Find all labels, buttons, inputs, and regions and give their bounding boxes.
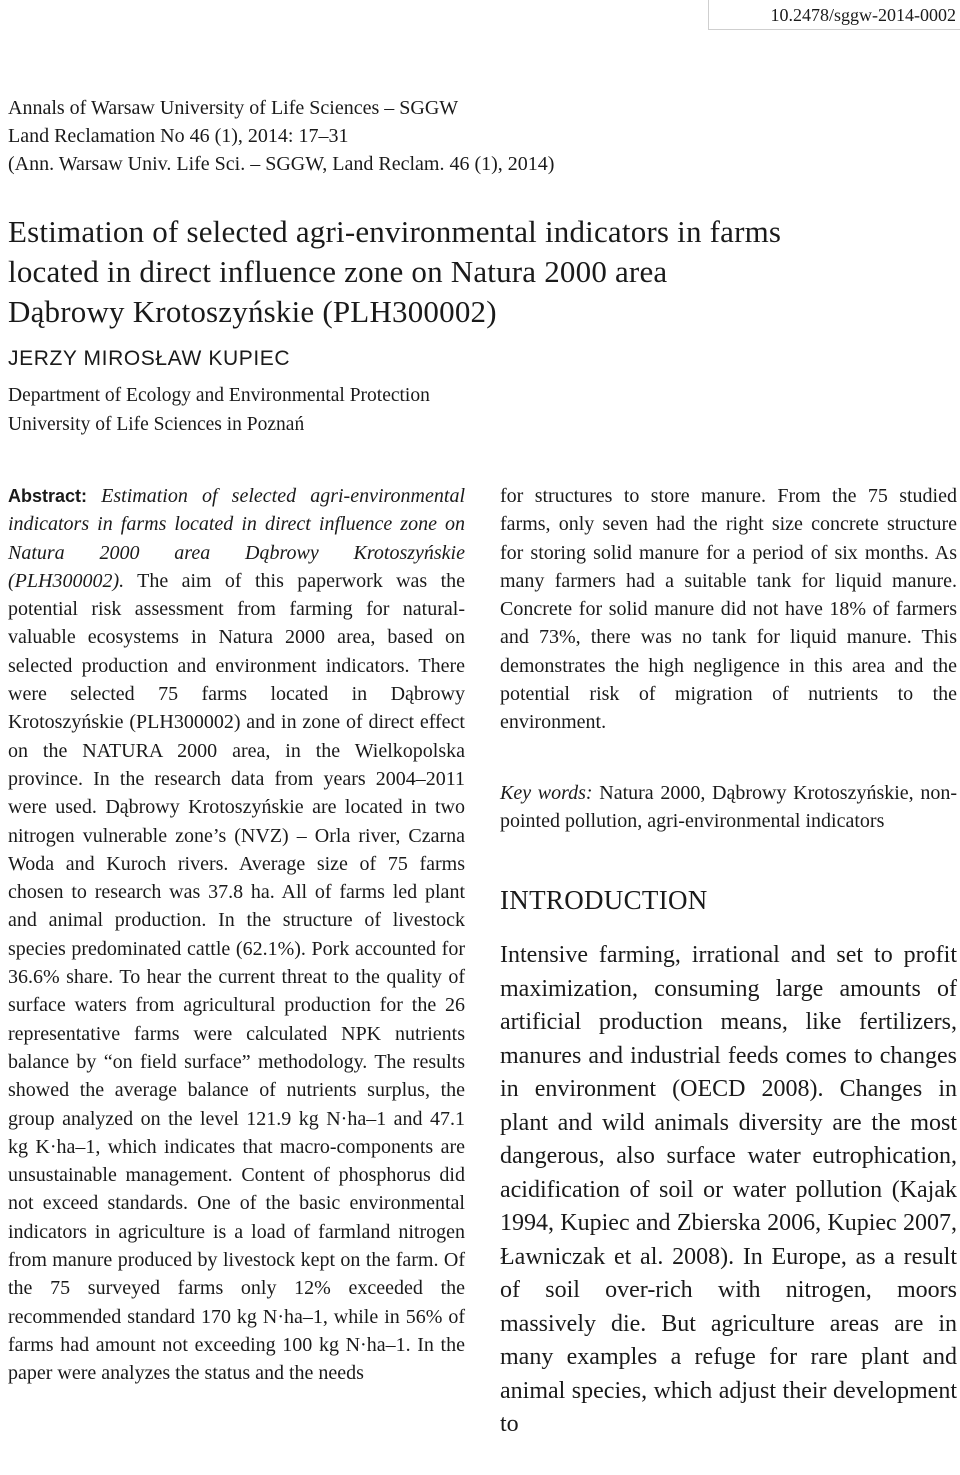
abstract-continuation: for structures to store manure. From the 75 studied farms, only seven had the right size concrete structure for storing solid manure for a period of six months. As many farmers had a suitable tank for liquid manure. Concrete for solid manure did not have 18% of farmers and 73%, there was no tank for liquid manure. This demonstrates the high negligence in this area and the potential risk of migration of nutrients to the environment. (500, 485, 957, 734)
abstract-label: Abstract: (8, 486, 88, 506)
keywords-label: Key words: (500, 781, 593, 804)
title-line-3: Dąbrowy Krotoszyńskie (PLH300002) (8, 294, 497, 329)
title-line-2: located in direct influence zone on Natura 2000 area (8, 254, 668, 289)
affiliation-line-2: University of Life Sciences in Poznań (8, 414, 305, 435)
affiliation-line-1: Department of Ecology and Environmental Protection (8, 385, 430, 406)
journal-line-3: (Ann. Warsaw Univ. Life Sci. – SGGW, Land Reclam. 46 (1), 2014) (8, 153, 555, 175)
paper-title (8, 212, 948, 332)
keywords-text: Natura 2000, Dąbrowy Krotoszyńskie, non-pointed pollution, agri-environmental indicators (500, 781, 957, 832)
journal-line-1: Annals of Warsaw University of Life Sciences – SGGW (8, 97, 459, 119)
abstract-column (8, 482, 465, 1388)
title-line-1: Estimation of selected agri-environmental indicators in farms (8, 214, 782, 249)
abstract-body: The aim of this paperwork was the potential risk assessment from farming for natural-valuable ecosystems in Natura 2000 area, based on selected production and environment indicators. There were selected 75 farms located in Dąbrowy Krotoszyńskie (PLH300002) and in zone of direct effect on the NATURA 2000 area, in the Wielkopolska province. In the research data from years 2004–2011 were used. Dąbrowy Krotoszyńskie are located in two nitrogen vulnerable zone’s (NVZ) – Orla river, Czarna Woda and Kuroch rivers. Average size of 75 farms chosen to research was 37.8 ha. All of farms led plant and animal production. In the structure of livestock species predominated cattle (62.1%). Pork accounted for 36.6% share. To hear the current threat to the quality of surface waters from agricultural production for the 26 representative farms were calculated NPK nutrients balance by “on field surface” methodology. The results showed the average balance of nutrients surplus, the group analyzed on the level 121.9 kg N·ha–1 and 47.1 kg K·ha–1, which indicates that macro-components are unsustainable management. Content of phosphorus did not exceed standards. One of the basic environmental indicators in agriculture is a load of farmland nitrogen from manure produced by livestock kept on the farm. Of the 75 surveyed farms only 12% exceeded the recommended standard 170 kg N·ha–1, while in 56% of farms had amount not exceeding 100 kg N·ha–1. In the paper were analyzes the status and the needs (8, 569, 466, 1385)
abstract-title: Estimation of selected agri-environmental indicators in farms located in direct influence zone on Natura 2000 area Dąbrowy Krotoszyńskie (PLH300002). (8, 485, 465, 592)
introduction-heading: INTRODUCTION (500, 885, 708, 916)
author-name: JERZY MIROSŁAW KUPIEC (8, 347, 291, 370)
right-column (500, 482, 957, 1442)
affiliation (8, 381, 430, 439)
journal-citation (8, 94, 554, 178)
journal-line-2: Land Reclamation No 46 (1), 2014: 17–31 (8, 125, 349, 147)
introduction-text: Intensive farming, irrational and set to profit maximization, consuming large amounts of artificial production means, like fertilizers, manures and industrial feeds comes to changes in environment (OECD 2008). Changes in plant and wild animals diversity are the most dangerous, also surface water eutrophication, acidification of soil or water pollution (Kajak 1994, Kupiec and Zbierska 2006, Kupiec 2007, Ławniczak et al. 2008). In Europe, as a result of soil over-rich with nitrogen, moors massively die. But agriculture areas are in many examples a refuge for rare plant and animal species, which adjust their development to (500, 942, 957, 1438)
doi-label: 10.2478/sggw-2014-0002 (708, 0, 960, 30)
keywords (500, 779, 957, 836)
abstract-paragraph (8, 482, 465, 1388)
